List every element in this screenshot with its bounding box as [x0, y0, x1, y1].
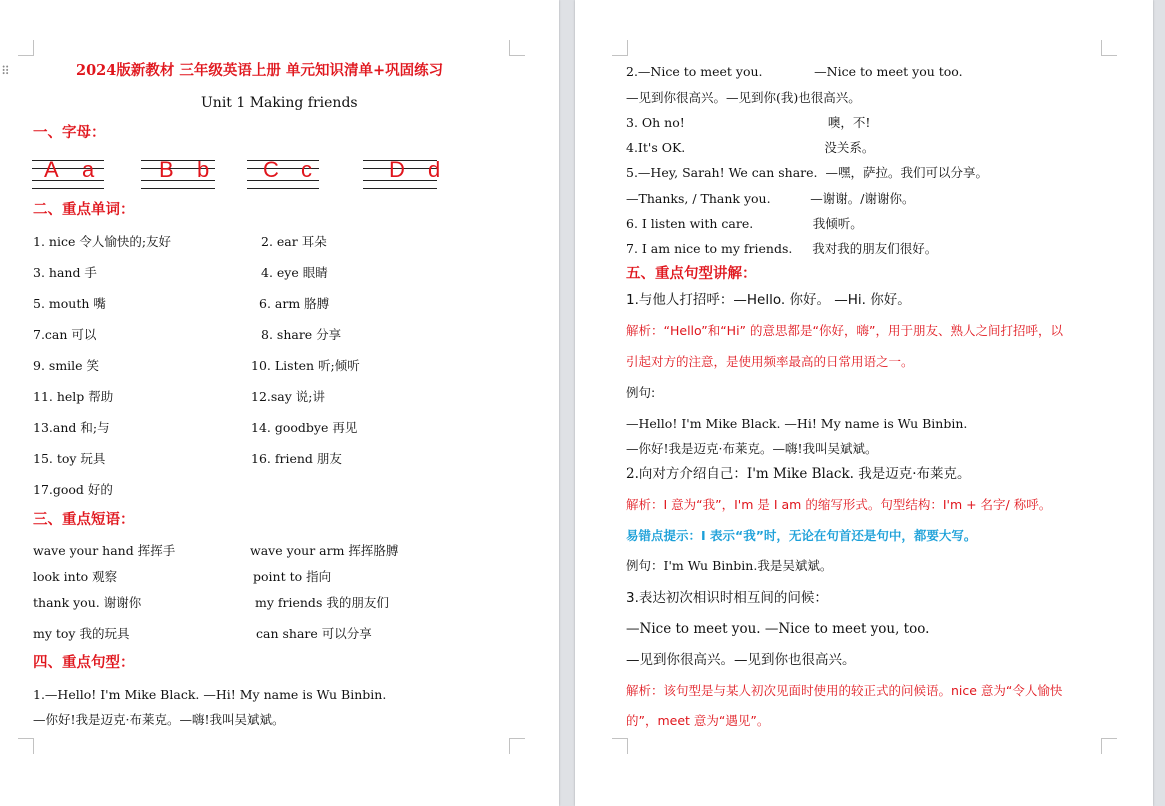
phrase-item: point to 指向: [253, 569, 332, 584]
sentence-line: 4.It's OK. 没关系。: [626, 140, 875, 155]
margin-mark: [612, 738, 628, 754]
unit-title: Unit 1 Making friends: [201, 95, 358, 111]
word-item: 13.and 和;与: [33, 420, 110, 435]
margin-mark: [509, 40, 525, 56]
letter-group: [247, 156, 319, 190]
document-title: 2024版新教材 三年级英语上册 单元知识清单+巩固练习: [76, 62, 444, 79]
section-heading-letters: 一、字母：: [33, 125, 106, 141]
sentence-line: —Thanks, / Thank you. —谢谢。/谢谢你。: [626, 191, 915, 206]
sentence-line: 3. Oh no! 噢，不!: [626, 115, 871, 130]
sentence-line: 7. I am nice to my friends. 我对我的朋友们很好。: [626, 241, 938, 256]
word-item: 9. smile 笑: [33, 358, 100, 373]
word-item: 11. help 帮助: [33, 389, 114, 404]
margin-mark: [509, 738, 525, 754]
word-item: 17.good 好的: [33, 482, 113, 497]
phrase-item: wave your arm 挥挥胳膊: [250, 543, 399, 558]
analysis-text: 解析：“Hello”和“Hi” 的意思都是“你好，嗨”，用于朋友、熟人之间打招呼，以: [626, 323, 1063, 338]
sentence-line: 6. I listen with care. 我倾听。: [626, 216, 863, 231]
letter-lower: a: [82, 157, 95, 182]
letter-upper: B: [159, 157, 174, 182]
document-page-2: [575, 0, 1153, 806]
example-text: 例句：I'm Wu Binbin.我是吴斌斌。: [626, 558, 833, 573]
word-item: 6. arm 胳膊: [259, 296, 330, 311]
word-item: 7.can 可以: [33, 327, 97, 342]
letter-lower: d: [428, 157, 441, 182]
document-page-1: [0, 0, 559, 806]
letter-upper: A: [44, 157, 59, 182]
word-item: 10. Listen 听;倾听: [251, 358, 360, 373]
word-item: 4. eye 眼睛: [261, 265, 328, 280]
word-item: 15. toy 玩具: [33, 451, 106, 466]
word-item: 16. friend 朋友: [251, 451, 342, 466]
sentence-en: 1.—Hello! I'm Mike Black. —Hi! My name is Wu Binbin.: [33, 687, 387, 702]
example-label: 例句:: [626, 385, 656, 400]
tip-text: 易错点提示：I 表示“我”时，无论在句首还是句中，都要大写。: [626, 528, 977, 543]
margin-mark: [18, 738, 34, 754]
letter-upper: D: [389, 157, 405, 182]
analysis-text: 解析：该句型是与某人初次见面时使用的较正式的问候语。nice 意为“令人愉快: [626, 683, 1063, 698]
letter-lower: b: [197, 157, 210, 182]
pattern-heading: 3.表达初次相识时相互间的问候：: [626, 590, 828, 606]
word-item: 8. share 分享: [261, 327, 342, 342]
word-item: 1. nice 令人愉快的;友好: [33, 234, 172, 249]
phrase-item: my friends 我的朋友们: [255, 595, 389, 610]
example-en: —Nice to meet you. —Nice to meet you, too.: [626, 621, 930, 637]
margin-mark: [612, 40, 628, 56]
sentence-line: 5.—Hey, Sarah! We can share. —嘿，萨拉。我们可以分享。: [626, 165, 988, 180]
phrase-item: thank you. 谢谢你: [33, 595, 142, 610]
phrase-item: wave your hand 挥挥手: [33, 543, 176, 558]
margin-mark: [1101, 40, 1117, 56]
example-en: —Hello! I'm Mike Black. —Hi! My name is Wu Binbin.: [626, 416, 968, 431]
example-cn: —你好!我是迈克·布莱克。—嗨!我叫吴斌斌。: [626, 441, 878, 456]
letter-lower: c: [301, 157, 312, 182]
section-heading-explanations: 五、重点句型讲解：: [626, 266, 757, 282]
word-item: 3. hand 手: [33, 265, 97, 280]
sentence-cn: —你好!我是迈克·布莱克。—嗨!我叫吴斌斌。: [33, 712, 285, 727]
letter-group: [141, 156, 215, 190]
drag-handle-icon[interactable]: ⠿: [1, 64, 10, 78]
letter-group: [363, 156, 441, 190]
word-item: 5. mouth 嘴: [33, 296, 106, 311]
word-item: 2. ear 耳朵: [261, 234, 327, 249]
phrase-item: can share 可以分享: [256, 626, 372, 641]
word-item: 14. goodbye 再见: [251, 420, 358, 435]
margin-mark: [1101, 738, 1117, 754]
pattern-heading: 1.与他人打招呼：—Hello. 你好。 —Hi. 你好。: [626, 292, 911, 308]
margin-mark: [18, 40, 34, 56]
section-heading-words: 二、重点单词：: [33, 202, 135, 218]
phrase-item: look into 观察: [33, 569, 118, 584]
word-item: 12.say 说;讲: [251, 389, 325, 404]
example-cn: —见到你很高兴。—见到你也很高兴。: [626, 652, 856, 668]
analysis-text: 引起对方的注意，是使用频率最高的日常用语之一。: [626, 354, 914, 369]
section-heading-sentences: 四、重点句型：: [33, 655, 135, 671]
sentence-line: 2.—Nice to meet you. —Nice to meet you too.: [626, 64, 963, 79]
analysis-text: 解析：I 意为“我”，I'm 是 I am 的缩写形式。句型结构：I'm + 名字/ 称呼。: [626, 497, 1052, 512]
pattern-heading: 2.向对方介绍自己：I'm Mike Black. 我是迈克·布莱克。: [626, 466, 971, 482]
sentence-line: —见到你很高兴。—见到你(我)也很高兴。: [626, 90, 861, 105]
analysis-text: 的”，meet 意为“遇见”。: [626, 713, 770, 728]
section-heading-phrases: 三、重点短语：: [33, 512, 135, 528]
phrase-item: my toy 我的玩具: [33, 626, 130, 641]
letter-group: [32, 156, 104, 190]
letter-upper: C: [263, 157, 279, 182]
